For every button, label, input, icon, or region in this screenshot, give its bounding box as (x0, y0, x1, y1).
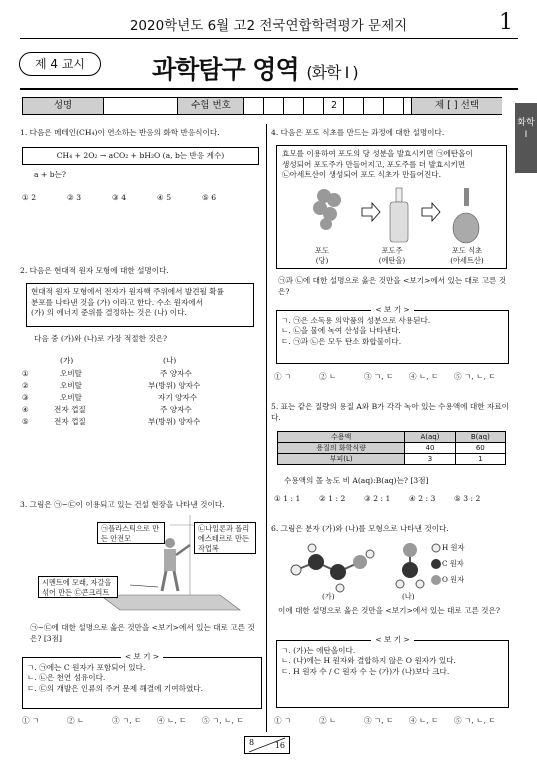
student-info-bar (22, 97, 502, 115)
question-3-bogi-box: < 보 기 > ㄱ. ㉠에는 C 원자가 포함되어 있다. ㄴ. ㉡은 천연 섬유이다. ㄷ. ㉢의 개발은 인류의 주거 문제 해결에 기여하였다. (22, 657, 262, 709)
label-wine: 포도주 (에탄올) (378, 246, 406, 265)
question-3-prompt: ㉠~㉢에 대한 설명으로 옳은 것만을 <보기>에서 있는 대로 고른 것은? [3점] (30, 623, 255, 643)
question-2-stem: 2. 다음은 현대적 원자 모형에 대한 설명이다. (20, 266, 169, 275)
exam-number-cell[interactable] (303, 98, 324, 114)
grape-vinegar-diagram (300, 184, 490, 244)
choice[interactable]: ④ ㄴ, ㄷ (409, 372, 439, 381)
question-1-equation: CH₄ + 2O₂ → aCO₂ + bH₂O (a, b는 반응 계수) (22, 147, 259, 165)
choice-row[interactable]: ③ 오비탈 자기 양자수 (22, 393, 198, 402)
choice[interactable]: ③ 4 (112, 193, 127, 202)
vinegar-bottle-icon (453, 188, 479, 243)
legend-c: C 원자 (442, 559, 464, 568)
choice[interactable]: ⑤ ㄱ, ㄴ, ㄷ (454, 372, 496, 381)
exam-number-cell[interactable] (343, 98, 364, 114)
choice[interactable]: ⑤ ㄱ, ㄴ, ㄷ (454, 716, 496, 725)
choice[interactable]: ④ 2 : 3 (409, 494, 436, 503)
question-2-col-b: (나) (163, 356, 177, 365)
question-6-stem: 6. 그림은 분자 (가)와 (나)를 모형으로 나타낸 것이다. (271, 524, 449, 533)
arrow-right-icon (422, 203, 440, 221)
question-5-stem: 5. 표는 같은 질량의 용질 A와 B가 각각 녹아 있는 수용액에 대한 자료이다. (271, 402, 509, 422)
legend-o: O 원자 (442, 575, 465, 584)
exam-number-cell[interactable] (383, 98, 404, 114)
question-6-bogi-box: < 보 기 > ㄱ. (가)는 에탄올이다. ㄴ. (나)에는 H 원자와 결합하지 않은 O 원자가 있다. ㄷ. H 원자 수 / C 원자 수 는 (가)가 (나)보다 크다. (276, 640, 509, 708)
label-helmet: ㉠플라스틱으로 만든 안전모 (97, 522, 165, 544)
choice-row[interactable]: ④ 전자 껍질 주 양자수 (22, 405, 192, 414)
choice[interactable]: ⑤ ㄱ, ㄴ, ㄷ (202, 716, 244, 725)
subject-title: 과학탐구 영역 (화학 I ) (152, 55, 358, 84)
question-1-stem: 1. 다음은 메테인(CH₄)이 연소하는 반응의 화학 반응식이다. (20, 128, 220, 137)
table-row: 부피(L) 3 1 (278, 454, 506, 465)
exam-title: 2020학년도 6월 고2 전국연합학력평가 문제지 (129, 18, 408, 34)
exam-number-cell[interactable] (363, 98, 384, 114)
choice[interactable]: ② ㄴ (319, 716, 337, 725)
label-concrete: 시멘트에 모래, 자갈을 섞어 만든 ㉢콘크리트 (38, 576, 118, 598)
label-work-clothes: ㉡나일론과 폴리에스테르로 만든 작업복 (194, 522, 256, 554)
choice-row[interactable]: ① 오비탈 주 양자수 (22, 369, 192, 378)
choice[interactable]: ⑤ 3 : 2 (454, 494, 481, 503)
choice[interactable]: ④ 5 (157, 193, 172, 202)
atom-legend (431, 544, 441, 585)
column-divider (266, 124, 267, 732)
question-4-box: 효모를 이용하여 포도의 당 성분을 발효시키면 ㉠에탄올이 생성되어 포도주가 만들어지고, 포도주를 더 발효시키면 ㉡아세트산이 생성되어 포도 식초가 만들어진다. (276, 145, 507, 269)
exam-number-cell[interactable] (283, 98, 304, 114)
grape-icon (313, 189, 341, 230)
exam-number-label: 수험 번호 (177, 98, 244, 114)
choice[interactable]: ① ㄱ (274, 372, 292, 381)
name-label: 성명 (23, 98, 103, 114)
exam-number-cell[interactable] (243, 98, 264, 114)
choice[interactable]: ② 1 : 2 (319, 494, 346, 503)
choice[interactable]: ① 2 (22, 193, 37, 202)
molecule-b (396, 543, 424, 588)
page-counter: 8 16 (244, 736, 290, 754)
question-4-choices (274, 372, 514, 383)
question-3-stem: 3. 그림은 ㉠~㉢이 이용되고 있는 건설 현장을 나타낸 것이다. (20, 500, 225, 509)
exam-number-cell[interactable] (263, 98, 284, 114)
question-6-choices (274, 716, 514, 727)
choice[interactable]: ③ ㄱ, ㄷ (112, 716, 142, 725)
page-number: 1 (499, 10, 513, 35)
label-molecule-a: (가) (322, 592, 335, 601)
question-6-prompt: 이에 대한 설명으로 옳은 것만을 <보기>에서 있는 대로 고른 것은? (278, 606, 500, 615)
choice[interactable]: ⑤ 6 (202, 193, 217, 202)
choice[interactable]: ④ ㄴ, ㄷ (157, 716, 187, 725)
choice[interactable]: ① ㄱ (22, 716, 40, 725)
side-tab-chemistry: 화학 I (515, 103, 537, 173)
choice[interactable]: ④ ㄴ, ㄷ (409, 716, 439, 725)
choice[interactable]: ③ ㄱ, ㄷ (364, 372, 394, 381)
table-row: 용질의 화학식량 40 60 (278, 443, 506, 454)
choice[interactable]: ① ㄱ (274, 716, 292, 725)
legend-h: H 원자 (442, 543, 465, 552)
question-1-prompt: a + b는? (34, 170, 66, 179)
question-2-col-a: (가) (60, 356, 74, 365)
question-2-prompt: 다음 중 (가)와 (나)로 가장 적절한 것은? (34, 334, 168, 343)
label-vinegar: 포도 식초 (아세트산) (450, 246, 484, 265)
o-atom-icon (431, 575, 441, 585)
choice[interactable]: ② ㄴ (319, 372, 337, 381)
question-5-choices (274, 494, 514, 505)
question-1-choices (22, 193, 262, 204)
subject-rule (20, 88, 518, 90)
question-4-prompt: ㉠과 ㉡에 대한 설명으로 옳은 것만을 <보기>에서 있는 대로 고른 것은? (278, 276, 507, 296)
h-atom-icon (432, 544, 440, 552)
header-rule (20, 38, 518, 39)
molecule-a (291, 544, 374, 592)
choice[interactable]: ③ ㄱ, ㄷ (364, 716, 394, 725)
label-molecule-b: (나) (402, 592, 415, 601)
choice[interactable]: ② ㄴ (67, 716, 85, 725)
choice-row[interactable]: ⑤ 전자 껍질 부(방위) 양자수 (22, 417, 201, 426)
question-4-bogi-box: < 보 기 > ㄱ. ㉠은 소독용 의약품의 성분으로 사용된다. ㄴ. ㉡을 물에 녹여 산성을 나타낸다. ㄷ. ㉠과 ㉡은 모두 탄소 화합물이다. (276, 310, 509, 364)
choice[interactable]: ① 1 : 1 (274, 494, 301, 503)
exam-period: 제 4 교시 (19, 52, 101, 76)
question-2-choices (20, 369, 260, 429)
question-3-choices (22, 716, 262, 727)
elective-select-label: 제 [ ] 선택 (411, 98, 502, 114)
choice[interactable]: ③ 2 : 1 (364, 494, 391, 503)
choice[interactable]: ② 3 (67, 193, 82, 202)
label-grape: 포도 (당) (315, 246, 329, 265)
table-header: 수용액 A(aq) B(aq) (278, 432, 506, 443)
choice-row[interactable]: ② 오비탈 부(방위) 양자수 (22, 381, 201, 390)
c-atom-icon (431, 559, 441, 569)
name-field[interactable] (103, 98, 178, 114)
question-5-table (277, 431, 506, 465)
arrow-right-icon (362, 203, 380, 221)
question-4-stem: 4. 다음은 포도 식초를 만드는 과정에 대한 설명이다. (271, 128, 445, 137)
exam-number-digit: 2 (323, 98, 344, 114)
wine-bottle-icon (390, 188, 408, 242)
question-5-prompt: 수용액의 몰 농도 비 A(aq):B(aq)는? [3점] (284, 476, 429, 485)
question-2-box: 현대적 원자 모형에서 전자가 원자핵 주위에서 발견될 확률 분포를 나타낸 것을 (가) 이라고 한다. 수소 원자에서 (가) 의 에너지 준위를 결정하는 것은 (나) 이다. (26, 283, 254, 327)
